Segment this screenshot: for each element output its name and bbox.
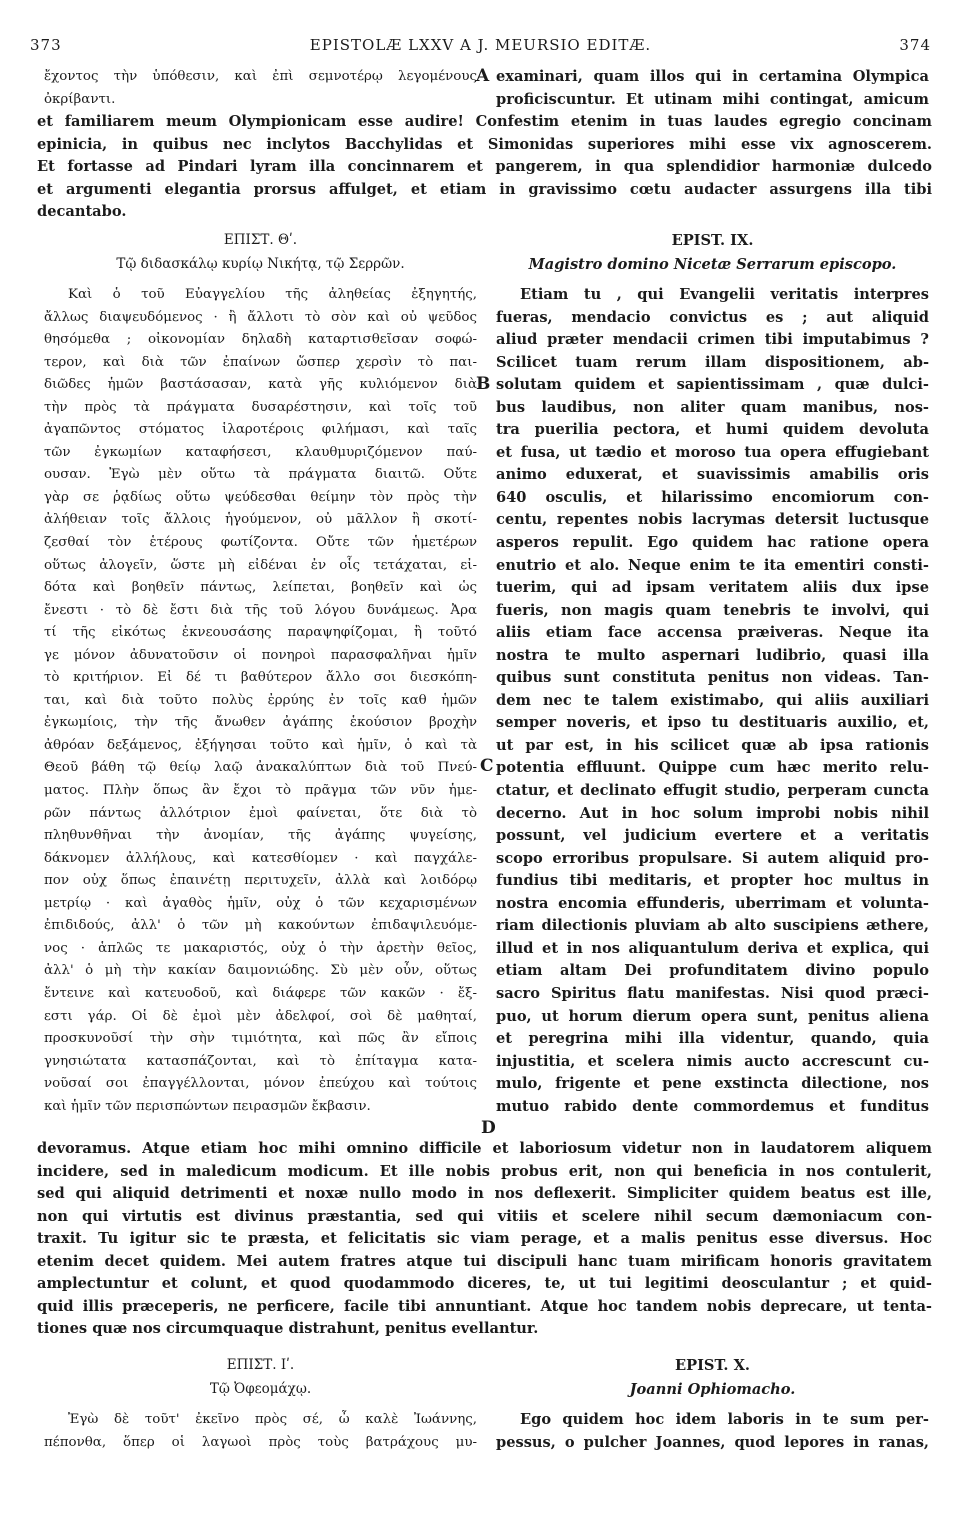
text-line: ρῶν πάντως ἀλλότριον ἐμοὶ φαίνεται, ὅτε διὰ τὸ: [44, 805, 477, 821]
text-line: quid illis præceperis, ne perficere, facile tibi annuntiant. Atque hoc tandem nobis deprecare, ut tenta-: [37, 1297, 932, 1315]
epistle-9-greek-text: [44, 284, 477, 1118]
text-line: sacro Spiritus flatu manifestas. Nisi quod præci-: [496, 984, 929, 1002]
text-line: ται, καὶ διὰ τοῦτο πολὺς ἐρρύης ἐν τοῖς καθ ἡμῶν: [44, 692, 477, 708]
text-line: τερον, καὶ διὰ τῶν ἐπαίνων ὥσπερ χερσὶν τὸ παι-: [44, 354, 477, 370]
text-line: tuerim, qui ad ipsam veritatem aliis dux ipse: [496, 579, 929, 597]
text-line: δότα καὶ βοηθεῖν πάντως, λείπεται, βοηθεῖν καὶ ὡς: [44, 580, 477, 596]
text-line: et peregrina mihi illa videntur, quando, quia: [496, 1030, 929, 1048]
text-line: οὕτως ἀλογεῖν, ὥστε μὴ εἰδέναι ἐν οἷς τετάχαται, εἰ-: [44, 557, 477, 573]
text-line: examinari, quam illos qui in certamina Olympica: [496, 68, 929, 85]
epistle-9-greek-title: ΕΠΙΣΤ. Θʹ.: [223, 232, 298, 248]
text-line: Ἐγὼ δὲ τοῦτ' ἐκεῖνο πρὸς σέ, ὦ καλὲ Ἰωάννης,: [68, 1412, 477, 1427]
text-line: πέπονθα, ὅπερ οἱ λαγωοὶ πρὸς τοὺς βατράχους μυ-: [44, 1434, 477, 1450]
text-line: mulo, frigente et pene exstincta dilectione, nos: [496, 1075, 929, 1093]
epistle-9-latin-text: [496, 284, 929, 1118]
text-line: potentia effluunt. Quippe cum hæc merito relu-: [496, 759, 929, 777]
margin-letter-c: C: [480, 756, 494, 776]
running-title: EPISTOLÆ LXXV A J. MEURSIO EDITÆ.: [309, 36, 652, 54]
text-line: decantabo.: [37, 203, 127, 221]
margin-letter-d: D: [481, 1118, 496, 1138]
text-line: εστι γάρ. Οἱ δὲ ἐμοὶ μὲν ἀδελφοί, σοὶ δὲ μαθηταί,: [44, 1008, 477, 1024]
text-line: 640 osculis, et hilarissimo encomiorum con-: [496, 488, 929, 506]
text-line: ἀγαπῶντος στόματος ἱλαροτέροις φιλήμασι, καὶ ταῖς: [44, 422, 477, 438]
text-line: Θεοῦ βάθη τῷ θείῳ λαῷ ἀνακαλύπτων διὰ τοῦ Πνεύ-: [44, 760, 477, 776]
text-line: πληθυνθῆναι τὴν ἀνομίαν, τῆς ἀγάπης ψυγείσης,: [44, 828, 477, 844]
text-line: aliis etiam face accensa præiveras. Neque ita: [496, 624, 929, 642]
text-line: riam dilectionis pluviam ab alto suscipiens æthere,: [496, 917, 929, 935]
text-line: fueras, mendacio convictus es ; aut aliquid: [496, 308, 929, 326]
text-line: ἀθρόαν δεξάμενος, ἐξήγησαι τοῦτο καὶ ἡμῖν, ὁ καὶ τὰ: [44, 737, 477, 753]
text-line: non qui virtutis est divinus præstantia, sed qui vitiis et scelere nihil secum dæmoniacum con-: [37, 1207, 932, 1225]
epistle-9-latin-address: Magistro domino Nicetæ Serrarum episcopo.: [528, 256, 897, 273]
text-line: centu, repentes nobis lacrymas detersit luctusque: [496, 511, 929, 529]
text-line: etiam altam Dei profunditatem divino populo: [496, 962, 929, 980]
text-line: animo eduxerat, et suavissimis amabilis oris: [496, 466, 929, 484]
text-line: νος · ἁπλῶς τε μακαριστός, οὐχ ὁ τὴν ἀρετὴν θεῖος,: [44, 940, 477, 956]
text-line: pessus, o pulcher Joannes, quod lepores in ranas,: [496, 1433, 929, 1451]
text-line: γνησιώτατα κατασπάζονται, καὶ τὸ ἐπίταγμα κατα-: [44, 1053, 477, 1069]
text-line: Et fortasse ad Pindari lyram illa concinnarem et pangerem, in qua splendidior harmoniæ dulcedo: [37, 158, 932, 176]
text-line: ut par est, in his scilicet quæ ab ipsa rationis: [496, 736, 929, 754]
text-line: illud et in nos aliquantulum deriva et explica, qui: [496, 939, 929, 957]
text-line: quibus sunt constituta penitus non videas. Tan-: [496, 669, 929, 687]
epistle-10-latin-title: EPIST. X.: [674, 1357, 750, 1374]
text-line: ἔντεινε καὶ κατευοδοῦ, καὶ διάφερε τῶν κακῶν · ἔξ-: [44, 985, 477, 1001]
running-header: [30, 36, 931, 58]
text-line: possunt, vel judicium evertere et a veritatis: [496, 827, 929, 845]
text-line: injustitia, et scelera nimis aucto accrescunt cu-: [496, 1052, 929, 1070]
text-line: ἀλλ' ὁ μὴ τὴν κακίαν δαιμονιώδης. Σὺ μὲν οὖν, οὕτως: [44, 963, 477, 979]
text-line: ἄλλως διαψευδόμενος · ἢ ἄλλοτι τὸ σὸν καὶ οὐ ψεῦδος: [44, 309, 477, 325]
page-number-right: 374: [899, 36, 931, 54]
text-line: semper noveris, et ipso tu destituaris auxilio, et,: [496, 714, 929, 732]
text-line: tiones quæ nos circumquaque distrahunt, penitus evellantur.: [37, 1320, 539, 1338]
text-line: προσκυνοῦσί τὴν σὴν τιμιότητα, καὶ πῶς ἂν εἴποις: [44, 1031, 477, 1047]
text-line: Etiam tu , qui Evangelii veritatis interpres: [520, 286, 929, 303]
page-number-left: 373: [30, 36, 62, 54]
text-line: ματος. Πλὴν ὅπως ἂν ἔχοι τὸ πρᾶγμα τῶν νῦν ἡμε-: [44, 783, 477, 799]
text-line: epinicia, in quibus nec inclytos Bacchylidas et Simonidas superiores mihi esse vix agnoscerem.: [37, 135, 932, 153]
text-line: et fusa, ut tædio et moroso tua opera effugiebant: [496, 443, 929, 461]
text-line: γε μόνον ἀδυνατοῦσιν οἱ πονηροὶ παρασφαλῆναι ἡμῖν: [44, 647, 477, 663]
text-line: Καὶ ὁ τοῦ Εὐαγγελίου τῆς ἀληθείας ἐξηγητής,: [68, 287, 477, 302]
text-line: θησόμεθα ; οἰκονομίαν δηλαδὴ καταρτισθεῖσαν σοφώ-: [44, 332, 477, 348]
epistle-9-latin-conclusion: [37, 1138, 932, 1341]
text-line: ουσαν. Ἐγὼ μὲν οὕτω τὰ πράγματα διαιτῶ. Οὔτε: [44, 467, 477, 483]
text-line: fueris, non magis quam tenebris te involvi, qui: [496, 601, 929, 619]
text-line: ζεσθαί τὸν ἑτέρους φωτίζοντα. Οὔτε τῶν ἡμετέρων: [44, 535, 477, 551]
text-line: ἀλήθειαν τοῖς ἄλλοις ἡγούμενον, οὐ μᾶλλον ἢ σκοτί-: [44, 512, 477, 528]
text-line: ἐγκωμίοις, τὴν τῆς ἄνωθεν ἀγάπης ἑκούσιον βροχὴν: [44, 715, 477, 731]
text-line: dem nec te talem existimabo, qui aliis auxiliari: [496, 691, 929, 709]
epistle-10-latin-text: [496, 1409, 929, 1454]
text-line: solutam quidem et sapientissimam , quæ dulci-: [496, 376, 929, 394]
text-line: ἐπιδιδούς, ἀλλ' ὁ τῶν μὴ κακούντων ἐπιδαψιλευόμε-: [44, 918, 477, 934]
text-line: Ego quidem hoc idem laboris in te sum per-: [520, 1411, 929, 1428]
text-line: διῶδες ἡμῶν βαστάσασαν, κατὰ γῆς κυλιόμενον διὰ: [44, 377, 477, 393]
text-line: μετρίῳ · καὶ ἀγαθὸς ἡμῖν, οὐχ ὁ τῶν κεχαρισμένων: [44, 895, 477, 911]
margin-letter-a: A: [476, 66, 490, 86]
text-line: πον οὐχ ὅπως ἐπαινέτῃ περιτυχεῖν, ἀλλὰ καὶ λοιδόρῳ: [44, 873, 477, 889]
text-line: γὰρ σε ῥᾳδίως οὕτω ψεύδεσθαι θείμην τὸν πρὸς τὴν: [44, 489, 477, 505]
text-line: puo, ut horum dierum opera sunt, penitus aliena: [496, 1007, 929, 1025]
text-line: νοῦσαί σοι ἐπαγγέλλονται, μόνον ἐπεύχου καὶ τούτοις: [44, 1076, 477, 1092]
text-line: τῶν ἐγκωμίων καταφήσεσι, κλαυθμυριζόμενον παύ-: [44, 444, 477, 460]
text-line: ἔχοντος τὴν ὑπόθεσιν, καὶ ἐπὶ σεμνοτέρῳ λεγομένους: [44, 69, 477, 84]
text-line: τὴν πρὸς τὰ πράγματα δυσαρέστησιν, καὶ τοῖς τοῦ: [44, 399, 477, 415]
text-line: nostra encomia effunderis, uberrimam et volunta-: [496, 894, 929, 912]
epistle-10-greek-text: [44, 1409, 477, 1454]
epistle-10-greek-title: ΕΠΙΣΤ. Ιʹ.: [226, 1357, 295, 1373]
text-line: ctatur, et declinato effugit studio, perperam cuncta: [496, 782, 929, 800]
epistle-9-greek-address: Τῷ διδασκάλῳ κυρίῳ Νικήτᾳ, τῷ Σερρῶν.: [116, 256, 405, 272]
text-line: Scilicet tuam rerum illam dispositionem, ab-: [496, 353, 929, 371]
text-line: et argumenti elegantia prorsus affulget, et etiam in gravissimo cœtu audacter assurgens illa tibi: [37, 180, 932, 198]
text-line: etenim decet quidem. Mei autem fratres atque tui discipuli hanc tuam mirificam honoris gravitatem: [37, 1252, 932, 1270]
text-line: aliud præter mendacii crimen tibi imputabimus ?: [496, 331, 929, 349]
margin-letter-b: B: [476, 374, 491, 394]
text-line: proficiscuntur. Et utinam mihi contingat, amicum: [496, 90, 929, 108]
text-line: τί τῆς εἰκότως ἐκνεουσάσης παραψηφίζομαι, ἢ τοῦτό: [44, 625, 477, 641]
text-line: ἔνεστι · τὸ δὲ ἔστι διὰ τῆς τοῦ λόγου δυνάμεως. Ἀρα: [44, 602, 477, 618]
text-line: incidere, sed in maledicum modicum. Et ille nobis probus erit, non qui beneficia in nos contulerit,: [37, 1162, 932, 1180]
latin-full-width-top: [37, 111, 932, 224]
text-line: bus laudibus, non aliter quam manibus, nos-: [496, 398, 929, 416]
text-line: καὶ ἡμῖν τῶν περισπώντων πειρασμῶν ἔκβασιν.: [44, 1098, 371, 1114]
epistle-10-latin-address: Joanni Ophiomacho.: [629, 1381, 796, 1398]
text-line: scopo erroribus propulsare. Si autem aliquid pro-: [496, 849, 929, 867]
text-line: decerno. Aut in hoc solum improbi nobis nihil: [496, 804, 929, 822]
greek-continuation: [44, 66, 477, 111]
latin-continuation: [496, 66, 929, 111]
epistle-9-latin-title: EPIST. IX.: [671, 232, 754, 249]
text-line: traxit. Tu igitur sic te præsta, et felicitatis sic viam perage, et a malis penitus esse diversus. Hoc: [37, 1230, 932, 1248]
text-line: δάκνομεν ἀλλήλους, καὶ κατεσθίομεν · καὶ παγχάλε-: [44, 850, 477, 866]
text-line: amplectuntur et colunt, et quod quodammodo diceres, te, ut tui legitimi deosculantur ; et quid-: [37, 1275, 932, 1293]
text-line: tra puerilia pectora, et humi quidem devoluta: [496, 421, 929, 439]
text-line: sed qui aliquid detrimenti et noxæ nullo modo in nos deflexerit. Simpliciter quidem beatus est ille,: [37, 1185, 932, 1203]
epistle-10-greek-address: Τῷ Ὀφεομάχῳ.: [209, 1381, 312, 1397]
text-line: devoramus. Atque etiam hoc mihi omnino difficile et laboriosum videtur non in laudatorem aliquem: [37, 1140, 932, 1157]
text-line: fundius tibi meditaris, et propter hoc multus in: [496, 872, 929, 890]
text-line: asperos repulit. Ego quidem hac ratione opera: [496, 534, 929, 552]
text-line: enutrio et alo. Neque enim te ita ementiri consti-: [496, 556, 929, 574]
text-line: et familiarem meum Olympionicam esse audire! Confestim etenim in tuas laudes egregio concinam: [37, 113, 932, 130]
text-line: mutuo rabido dente commordemus et funditus: [496, 1097, 929, 1115]
text-line: τὸ κριτήριον. Εἰ δέ τι βαθύτερον ἄλλο σοι διεσκόπη-: [44, 670, 477, 686]
text-line: ὀκρίβαντι.: [44, 91, 116, 107]
text-line: nostra te multo aspernari ludibrio, quasi illa: [496, 646, 929, 664]
